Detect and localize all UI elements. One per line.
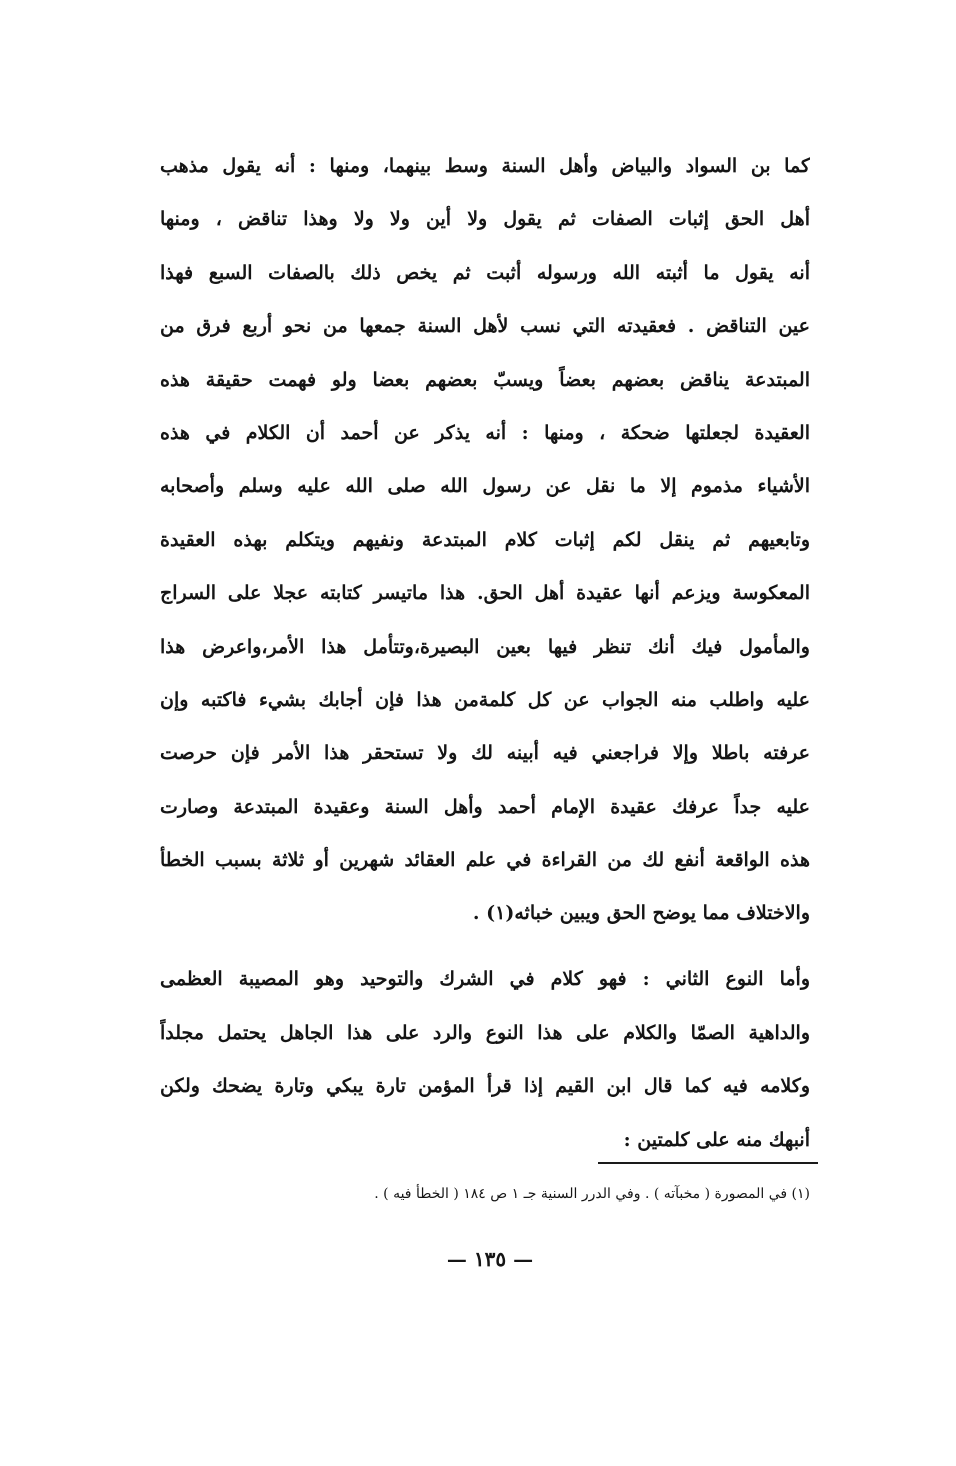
text-line: عرفته باطلا وإلا فراجعني فيه أبينه لك ولا تستحقر هذا الأمر فإن حرصت xyxy=(160,742,810,765)
text-line: أنه يقول ما أثبته الله ورسوله أثبت ثم يخص ذلك بالصفات السبع فهذا xyxy=(160,261,810,284)
main-paragraph xyxy=(160,140,810,941)
text-line: هذه الواقعة أنفع لك من القراءة في علم العقائد شهرين أو ثلاثة بسبب الخطأ xyxy=(160,849,810,872)
text-line: وكلامه فيه كما قال ابن القيم إذا قرأ المؤمن تارة يبكي وتارة يضحك ولكن xyxy=(160,1075,810,1098)
text-line: المبتدعة يناقض بعضهم بعضاً ويسبّ بعضهم بعضا ولو فهمت حقيقة هذه xyxy=(160,368,810,391)
text-line: والاختلاف مما يوضح الحق ويبين خباثه(١) . xyxy=(472,902,810,925)
footnote-divider xyxy=(598,1162,818,1164)
text-line: كما بن السواد والبياض وأهل السنة وسط بينهما، ومنها : أنه يقول مذهب xyxy=(160,155,810,177)
text-line: وتابعيهم ثم ينقل لكم إثبات كلام المبتدعة ونفيهم ويتكلم بهذه العقيدة xyxy=(160,528,810,551)
text-line: وأما النوع الثاني : فهو كلام في الشرك والتوحيد وهو المصيبة العظمى xyxy=(160,968,810,990)
text-line: عين التناقض . فعقيدته التي نسب لأهل السنة جمعها من نحو أربع فرق من xyxy=(160,315,810,338)
text-line: عليه جداً عرفك عقيدة الإمام أحمد وأهل السنة وعقيدة المبتدعة وصارت xyxy=(160,795,810,818)
footnote: (١) في المصورة ( مخبآته ) . وفي الدرر السنية جـ ١ ص ١٨٤ ( الخطأ فيه ) . xyxy=(374,1186,810,1202)
second-paragraph xyxy=(160,953,810,1167)
text-line: والمأمول فيك أنك تنظر فيها بعين البصيرة،وتتأمل هذا الأمر،واعرض هذا xyxy=(160,635,810,658)
text-line: الأشياء مذموم إلا ما نقل عن رسول الله صلى الله عليه وسلم وأصحابه xyxy=(160,475,810,498)
text-line: والداهية الصمّا والكلام على هذا النوع والرد على هذا الجاهل يحتمل مجلداً xyxy=(160,1021,810,1044)
text-line: أنبهك منه على كلمتين : xyxy=(623,1128,810,1151)
text-line: العقيدة لجعلتها ضحكة ، ومنها : أنه يذكر عن أحمد أن الكلام في هذه xyxy=(160,421,810,444)
page-number: — ١٣٥ — xyxy=(446,1247,534,1271)
text-line: عليه واطلب منه الجواب عن كل كلمةمن هذا فإن أجابك بشيء فاكتبه وإن xyxy=(160,688,810,711)
text-line: المعكوسة ويزعم أنها عقيدة أهل الحق. هذا ماتيسر كتابته عجلا على السراج xyxy=(160,582,810,605)
text-line: أهل الحق إثبات الصفات ثم يقول ولا أين ولا ولا وهذا تناقض ، ومنها xyxy=(160,208,810,231)
